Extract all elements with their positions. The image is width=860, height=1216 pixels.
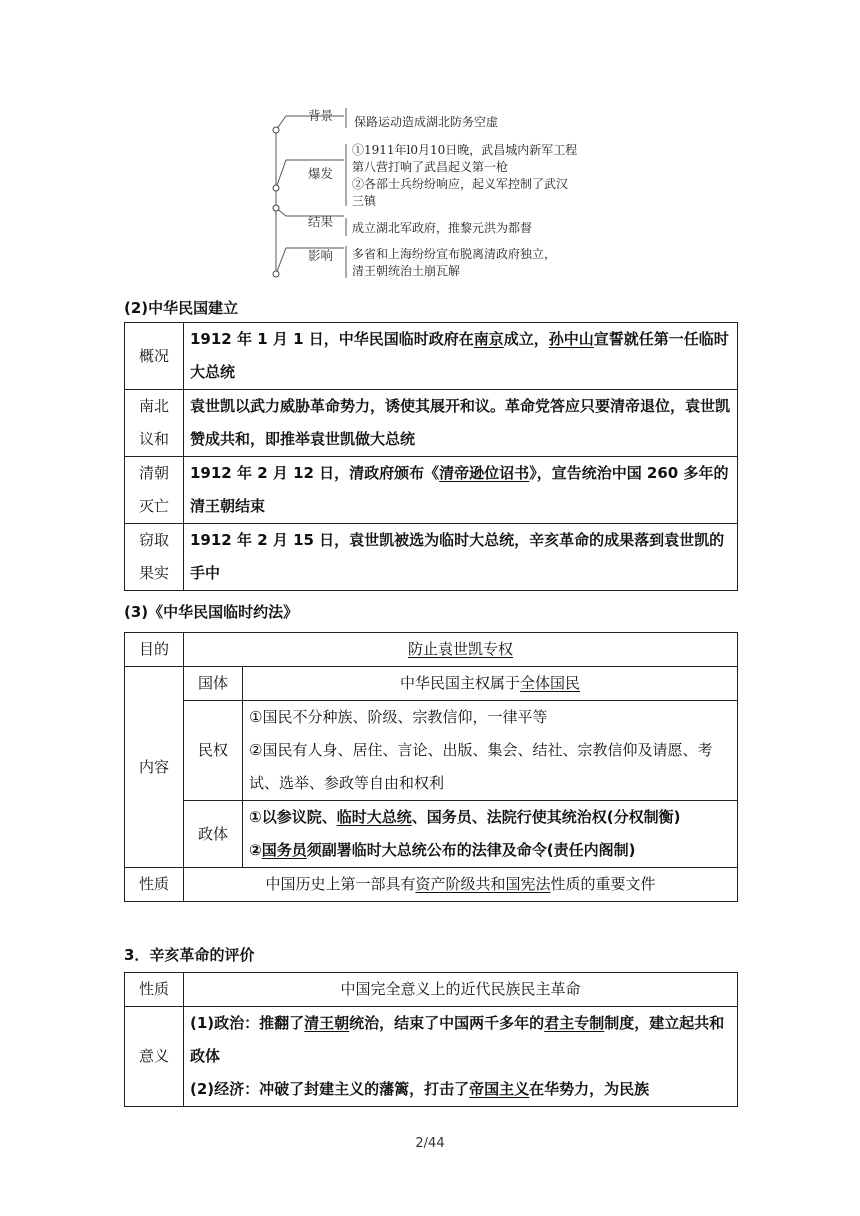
row-content — [184, 524, 738, 591]
gov-1-underlined: 临时大总统 — [336, 808, 412, 826]
purpose-key: 目的 — [125, 633, 184, 667]
row-key-line: 灭亡 — [138, 497, 169, 515]
row-key — [125, 457, 184, 524]
nature-post: 性质的重要文件 — [550, 875, 656, 893]
gov-key: 政体 — [184, 801, 243, 868]
underlined-term: 孙中山 — [548, 330, 594, 348]
row-key-line: 清朝 — [138, 464, 169, 482]
purpose-cell — [184, 633, 738, 667]
table-row — [125, 633, 738, 667]
rights-key: 民权 — [184, 701, 243, 801]
state-pre: 中华民国主权属于 — [399, 674, 520, 692]
gov-2: ②国务员须副署临时大总统公布的法律及命令(责任内阁制) — [249, 841, 636, 859]
table-row — [125, 323, 738, 390]
gov-1-pre: ①以参议院、 — [249, 808, 337, 826]
purpose-value: 防止袁世凯专权 — [407, 640, 513, 658]
table-row — [125, 667, 738, 701]
gov-1 — [249, 801, 731, 834]
row-content — [184, 457, 738, 524]
m1-mid: 统治，结束了中国两千多年的 — [349, 1014, 545, 1032]
table-row — [125, 390, 738, 457]
outbreak-line-1: ①1911年l0月10日晚，武昌城内新军工程 — [352, 143, 578, 157]
background-text: 保路运动造成湖北防务空虚 — [354, 115, 499, 129]
outbreak-label: 爆发 — [308, 166, 334, 181]
underlined-term: 清帝逊位诏书 — [439, 464, 530, 482]
background-label: 背景 — [308, 108, 334, 123]
row-content — [184, 390, 738, 457]
eval-nature-value: 中国完全意义上的近代民族民主革命 — [184, 973, 738, 1007]
impact-line-2: 清王朝统治土崩瓦解 — [352, 264, 461, 278]
state-cell — [243, 667, 738, 701]
eval-meaning-cell — [184, 1007, 738, 1107]
table-row — [125, 524, 738, 591]
underlined-term: 南京 — [473, 330, 504, 348]
gov-2-post: 须副署临时大总统公布的法律及命令(责任内阁制) — [306, 841, 636, 859]
impact-label: 影响 — [308, 248, 334, 263]
rights-cell — [243, 701, 738, 801]
section-title-constitution: (3)《中华民国临时约法》 — [124, 603, 299, 621]
m1-underlined-1: 清王朝 — [304, 1014, 350, 1032]
result-label: 结果 — [308, 214, 334, 229]
outbreak-line-3: ②各部士兵纷纷响应，起义军控制了武汉 — [352, 177, 569, 191]
m2-post: 在华势力，为民族 — [529, 1080, 650, 1098]
impact-line-1: 多省和上海纷纷宣布脱离清政府独立， — [352, 247, 557, 261]
evaluation-table — [124, 972, 738, 1107]
row-key-line: 概况 — [138, 346, 169, 365]
section-title-roc: (2)中华民国建立 — [124, 299, 239, 317]
state-underlined: 全体国民 — [520, 674, 581, 692]
row-text: 1912 年 1 月 1 日，中华民国临时政府在 — [190, 330, 474, 348]
rights-1: ①国民不分种族、阶级、宗教信仰，一律平等 — [249, 708, 548, 726]
meaning-2 — [190, 1073, 731, 1106]
state-key: 国体 — [184, 667, 243, 701]
row-text: 1912 年 2 月 12 日，清政府颁布《 — [190, 464, 440, 482]
content-key: 内容 — [125, 667, 184, 868]
nature-cell — [184, 868, 738, 902]
row-text: 宣誓就任第一任临时大总统 — [190, 330, 729, 381]
m1-underlined-2: 君主专制 — [544, 1014, 605, 1032]
row-text: 1912 年 2 月 15 日，袁世凯被选为临时大总统，辛亥革命的成果落到袁世凯的手中 — [190, 531, 725, 582]
row-text: 成立， — [503, 330, 549, 348]
result-text: 成立湖北军政府，推黎元洪为都督 — [352, 221, 533, 235]
gov-1-post: 、国务员、法院行使其统治权(分权制衡) — [411, 808, 681, 826]
eval-meaning-key: 意义 — [125, 1007, 184, 1107]
row-key-line: 议和 — [138, 430, 169, 448]
m2-underlined: 帝国主义 — [469, 1080, 530, 1098]
table-row — [125, 1007, 738, 1107]
m1-post: 制度，建立起共和政体 — [190, 1014, 725, 1065]
table-row — [125, 868, 738, 902]
constitution-table — [124, 632, 738, 902]
row-key — [125, 390, 184, 457]
row-key — [125, 323, 184, 390]
outbreak-line-4: 三镇 — [352, 194, 377, 208]
meaning-1 — [190, 1007, 731, 1073]
page-number: 2/44 — [415, 1136, 445, 1151]
row-key-line: 果实 — [138, 564, 169, 582]
row-text: 》，宣告统治中国 260 多年的清王朝结束 — [190, 464, 729, 515]
nature-key: 性质 — [125, 868, 184, 902]
table-row — [125, 457, 738, 524]
nature-underlined: 资产阶级共和国宪法 — [415, 875, 551, 893]
outbreak-line-2: 第八营打响了武昌起义第一枪 — [352, 160, 509, 174]
eval-nature-key: 性质 — [125, 973, 184, 1007]
gov-cell — [243, 801, 738, 868]
table-row — [125, 701, 738, 801]
row-key — [125, 524, 184, 591]
row-key-line: 窃取 — [138, 531, 169, 549]
section-title-evaluation: 3．辛亥革命的评价 — [124, 946, 255, 964]
roc-founding-table — [124, 322, 738, 591]
m1-pre: (1)政治：推翻了 — [190, 1014, 305, 1032]
rights-2: ②国民有人身、居住、言论、出版、集会、结社、宗教信仰及请愿、考试、选举、参政等自由和权利 — [249, 741, 713, 792]
row-key-line: 南北 — [138, 397, 169, 415]
nature-pre: 中国历史上第一部具有 — [265, 875, 416, 893]
m2-pre: (2)经济：冲破了封建主义的藩篱，打击了 — [190, 1080, 470, 1098]
table-row — [125, 801, 738, 868]
table-row — [125, 973, 738, 1007]
gov-2-underlined: 国务员 — [261, 841, 307, 859]
row-content — [184, 323, 738, 390]
wuchang-uprising-diagram — [266, 100, 606, 290]
row-text: 袁世凯以武力威胁革命势力，诱使其展开和议。革命党答应只要清帝退位，袁世凯赞成共和，即推举袁世凯做大总统 — [190, 397, 731, 448]
